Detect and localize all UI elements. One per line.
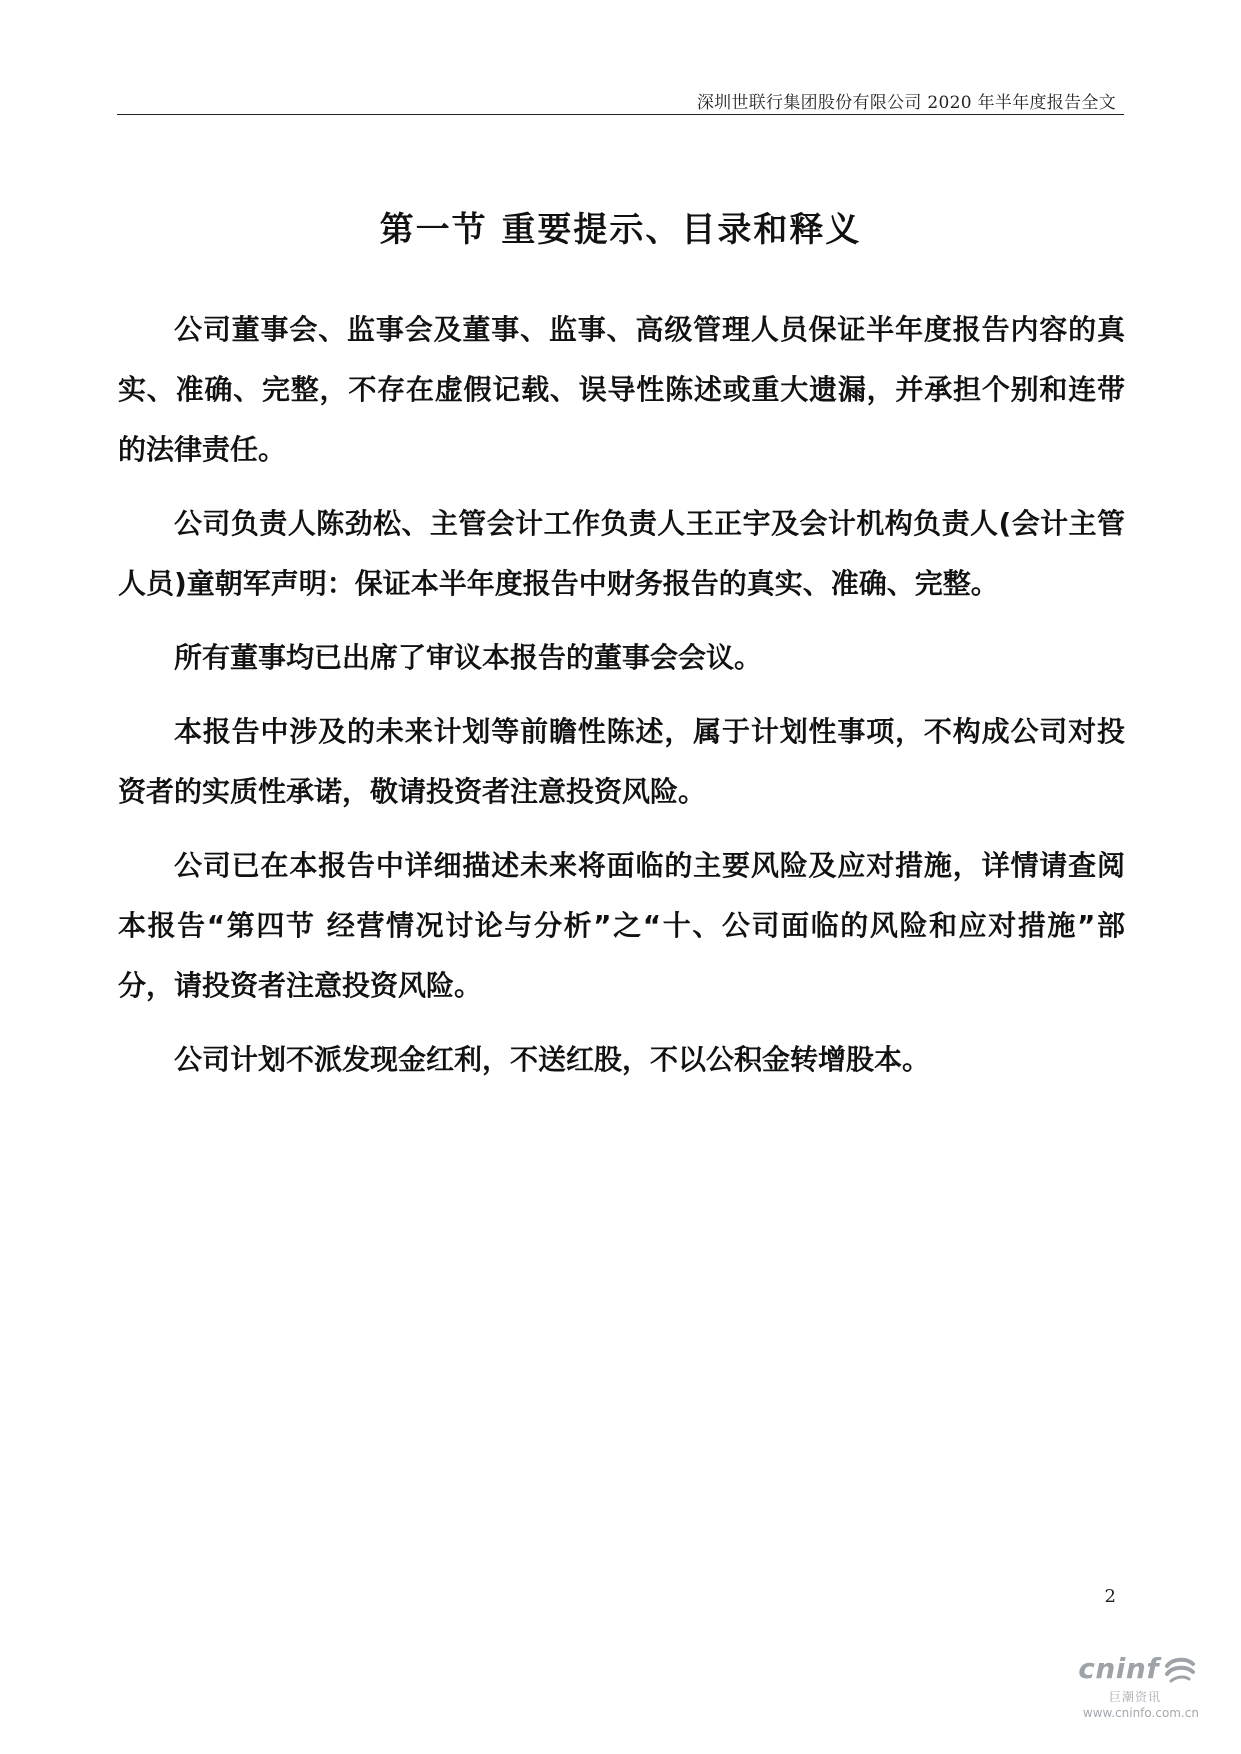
paragraph-5: 公司已在本报告中详细描述未来将面临的主要风险及应对措施，详情请查阅本报告“第四节 经营情况讨论与分析”之“十、公司面临的风险和应对措施”部分，请投资者注意投资风险。	[118, 849, 1125, 1002]
cninfo-watermark	[1049, 1648, 1199, 1726]
paragraph-6: 公司计划不派发现金红利，不送红股，不以公积金转增股本。	[174, 1043, 931, 1076]
header-divider	[117, 114, 1124, 115]
paragraph-1: 公司董事会、监事会及董事、监事、高级管理人员保证半年度报告内容的真实、准确、完整，不存在虚假记载、误导性陈述或重大遗漏，并承担个别和连带的法律责任。	[118, 313, 1125, 466]
watermark-brand: cninf	[1078, 1652, 1159, 1685]
section-title: 第一节 重要提示、目录和释义	[379, 210, 862, 250]
paragraph-3: 所有董事均已出席了审议本报告的董事会会议。	[174, 641, 763, 674]
running-header: 深圳世联行集团股份有限公司 2020 年半年度报告全文	[696, 93, 1116, 113]
cninfo-logo-icon	[1163, 1654, 1197, 1684]
watermark-url: www.cninfo.com.cn	[1082, 1706, 1199, 1720]
body-text	[118, 300, 1125, 1104]
watermark-chinese: 巨潮资讯	[1108, 1690, 1161, 1704]
page-number: 2	[1104, 1586, 1116, 1607]
paragraph-4: 本报告中涉及的未来计划等前瞻性陈述，属于计划性事项，不构成公司对投资者的实质性承诺，敬请投资者注意投资风险。	[118, 715, 1125, 808]
paragraph-2: 公司负责人陈劲松、主管会计工作负责人王正宇及会计机构负责人(会计主管人员)童朝军声明：保证本半年度报告中财务报告的真实、准确、完整。	[118, 507, 1125, 600]
